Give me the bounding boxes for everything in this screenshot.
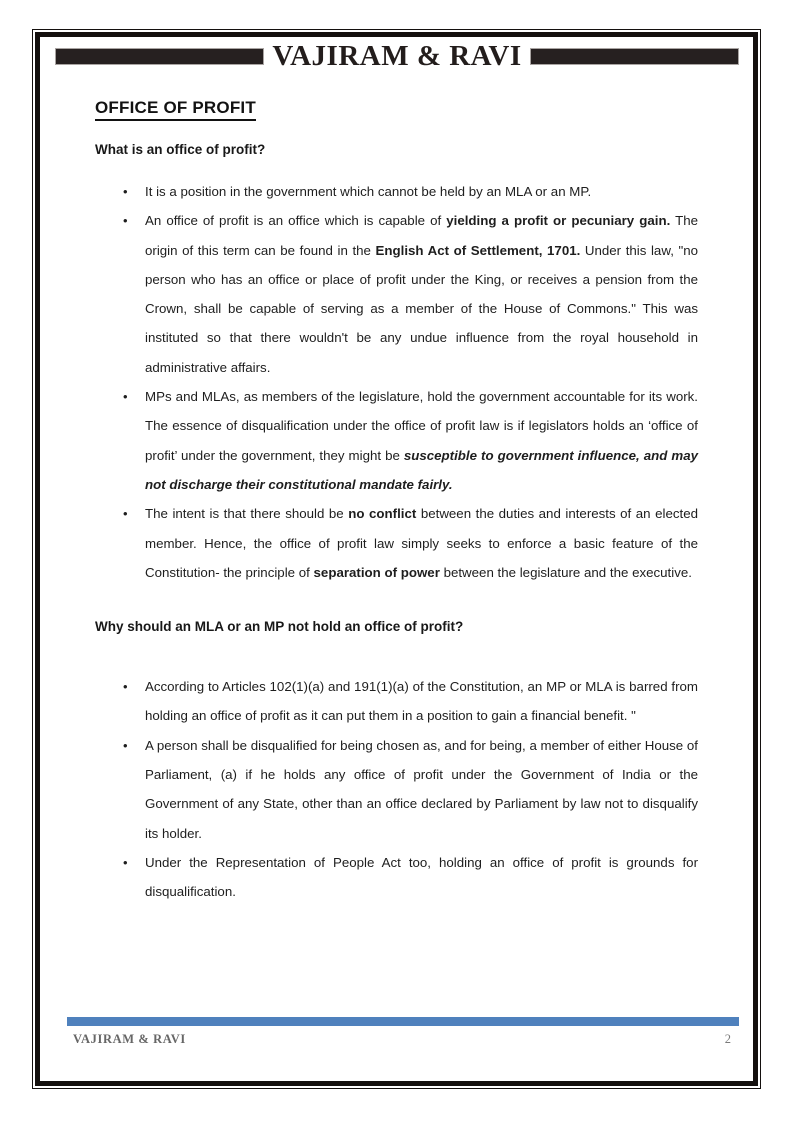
text-run: English Act of Settlement, 1701. bbox=[375, 242, 581, 258]
masthead-bar-right bbox=[530, 48, 739, 65]
section-heading: What is an office of profit? bbox=[95, 142, 266, 157]
text-run: The intent is that there should be bbox=[145, 506, 349, 522]
bullet-item bbox=[95, 177, 698, 206]
brand-title: VAJIRAM & RAVI bbox=[272, 40, 522, 72]
text-run: no conflict bbox=[348, 506, 417, 522]
bullet-list bbox=[95, 177, 698, 587]
text-run: Under this law, "no person who has an office or place of profit under the King, or receives a pension from the Crown, shall be capable of serving as a member of the House of Commons." This was instituted so that there wouldn't be any undue influence from the royal household in administrative affairs. bbox=[145, 242, 698, 375]
masthead-bar-left bbox=[55, 48, 264, 65]
document-title-row bbox=[95, 98, 698, 121]
text-run: between the duties and interests of an elected member. Hence, the office of profit law simply seeks to enforce a basic feature of the Constitution- the principle of bbox=[145, 506, 698, 580]
bullet-item bbox=[95, 731, 698, 848]
footer-accent-bar bbox=[67, 1017, 739, 1026]
text-run: A person shall be disqualified for being chosen as, and for being, a member of either House of Parliament, (a) if he holds any office of profit under the Government of India or the Government of any State, other than an office declared by Parliament by law not to disqualify its holder. bbox=[145, 737, 698, 841]
text-run: It is a position in the government which cannot be held by an MLA or an MP. bbox=[145, 184, 592, 199]
text-run: yielding a profit or pecuniary gain. bbox=[446, 213, 671, 229]
bullet-list bbox=[95, 672, 698, 906]
text-run: MPs and MLAs, as members of the legislature, hold the government accountable for its work. The essence of disqualification under the office of profit law is if legislators holds an ‘office of profit’ under the government, they might be bbox=[145, 389, 698, 463]
section-2 bbox=[95, 619, 698, 906]
text-run: An office of profit is an office which is capable of bbox=[145, 213, 447, 229]
bullet-item bbox=[95, 672, 698, 731]
page-number: 2 bbox=[724, 1032, 731, 1046]
text-run: According to Articles 102(1)(a) and 191(1)(a) of the Constitution, an MP or MLA is barred from holding an office of profit as it can put them in a position to gain a financial benefit. " bbox=[145, 679, 698, 724]
text-run: The origin of this term can be found in the bbox=[145, 213, 698, 258]
document-body bbox=[40, 98, 753, 907]
page-footer bbox=[67, 1017, 739, 1047]
text-run: Under the Representation of People Act too, holding an office of profit is grounds for disqualification. bbox=[145, 854, 698, 900]
masthead bbox=[55, 40, 739, 73]
page-border-inner bbox=[35, 32, 758, 1086]
footer-row bbox=[67, 1032, 739, 1047]
text-run: separation of power bbox=[313, 564, 440, 580]
bullet-item bbox=[95, 499, 698, 587]
text-run: between the legislature and the executive. bbox=[439, 564, 692, 580]
bullet-item bbox=[95, 382, 698, 499]
sections-container bbox=[95, 142, 698, 907]
bullet-item bbox=[95, 848, 698, 907]
document-title: OFFICE OF PROFIT bbox=[95, 98, 256, 121]
section-1 bbox=[95, 142, 698, 587]
text-run: susceptible to government influence, and may not discharge their constitutional mandate fairly. bbox=[145, 447, 698, 492]
footer-brand: VAJIRAM & RAVI bbox=[73, 1032, 186, 1046]
section-heading: Why should an MLA or an MP not hold an office of profit? bbox=[95, 619, 464, 635]
page-border bbox=[32, 29, 761, 1089]
bullet-item bbox=[95, 206, 698, 382]
